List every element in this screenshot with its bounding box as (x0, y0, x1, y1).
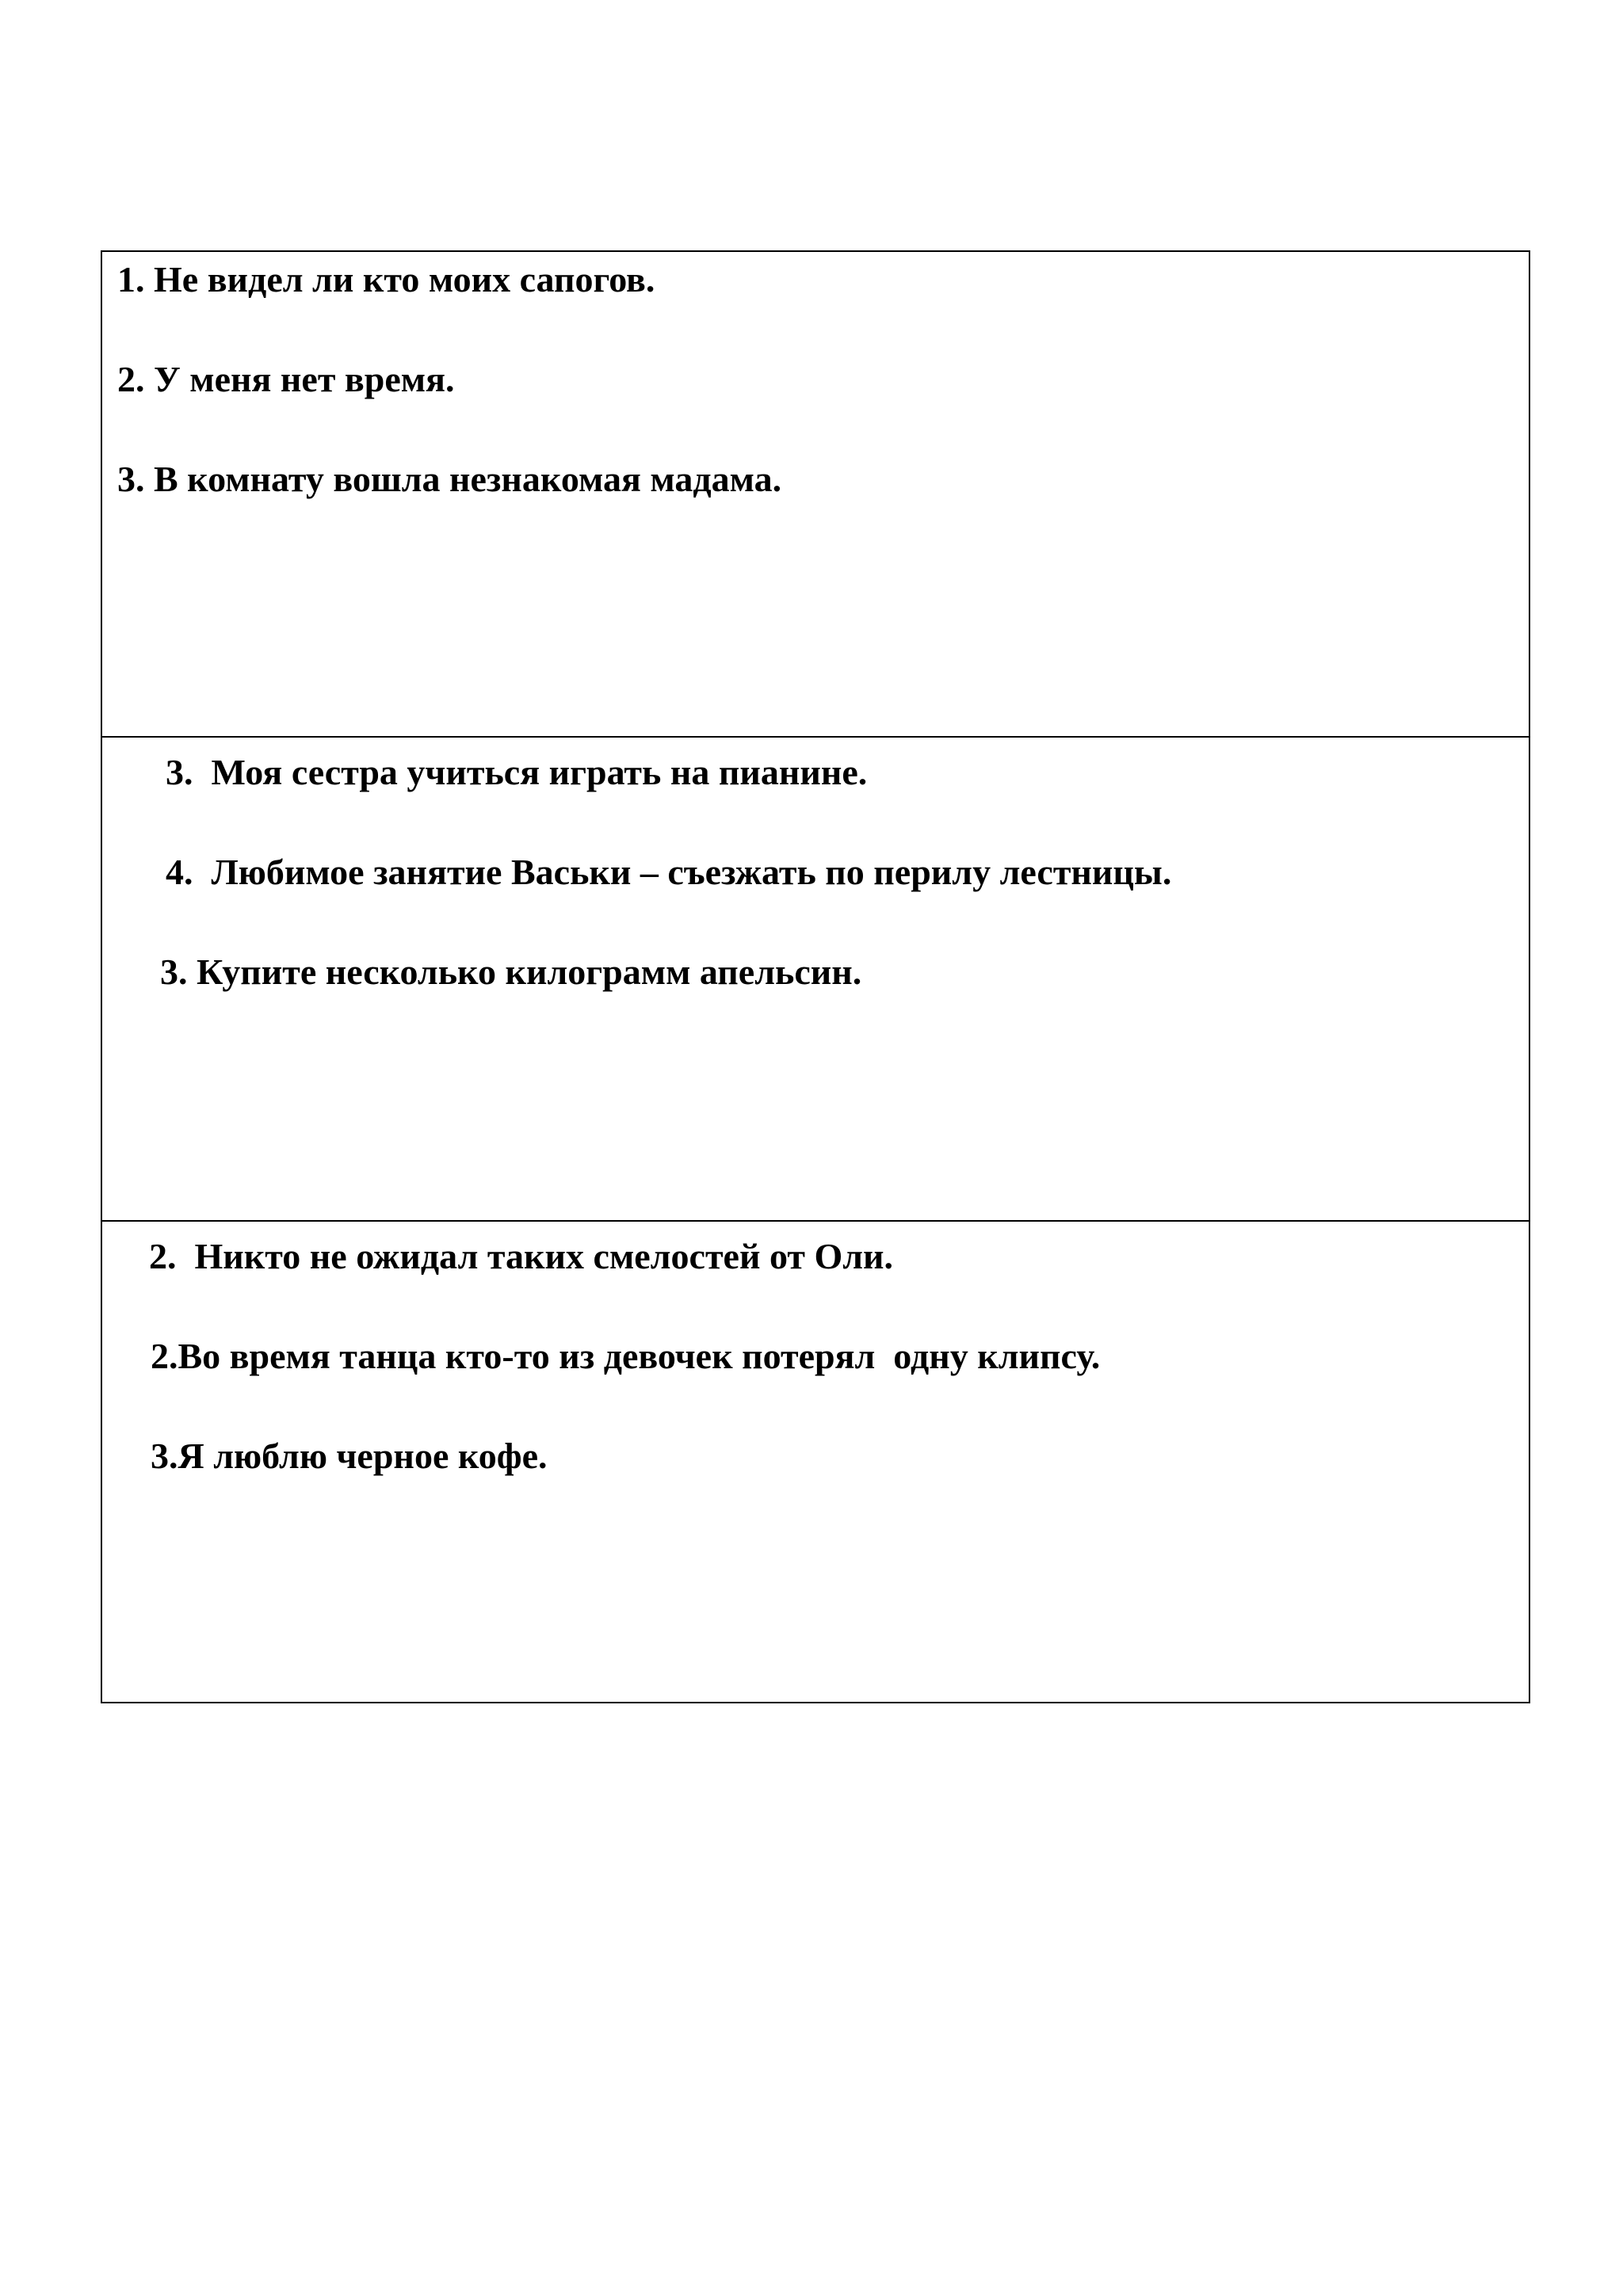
sentence-text: Никто не ожидал таких смелостей от Оли. (194, 1236, 894, 1276)
sentence-line (166, 854, 1171, 891)
sentence-line: 1. Не видел ли кто моих сапогов. (117, 259, 655, 299)
exercise-block-2 (102, 736, 1529, 1220)
list-number: 3. (166, 752, 193, 792)
sentence-text: Любимое занятие Васьки – съезжать по перилу лестницы. (211, 852, 1172, 892)
sentence-line (160, 954, 861, 990)
exercise-block-1 (102, 252, 1529, 736)
sentence-line (151, 1438, 548, 1474)
sentence-line: 2. У меня нет время. (117, 359, 455, 399)
sentence-text: 3.Я люблю черное кофе. (151, 1436, 548, 1476)
sentence-line (149, 1238, 893, 1275)
sentence-line (151, 1338, 1100, 1375)
sentence-line: 3. В комнату вошла незнакомая мадама. (117, 459, 782, 499)
sentence-text: Моя сестра учиться играть на пианине. (211, 752, 868, 792)
exercise-block-3 (102, 1220, 1529, 1703)
list-number: 4. (166, 852, 193, 892)
exercise-table (101, 250, 1530, 1703)
list-number: 2. (149, 1236, 177, 1276)
sentence-line (166, 754, 867, 791)
sentence-text: 2.Во время танца кто-то из девочек потерял одну клипсу. (151, 1336, 1101, 1376)
sentence-text: 3. Купите несколько килограмм апельсин. (160, 952, 862, 992)
